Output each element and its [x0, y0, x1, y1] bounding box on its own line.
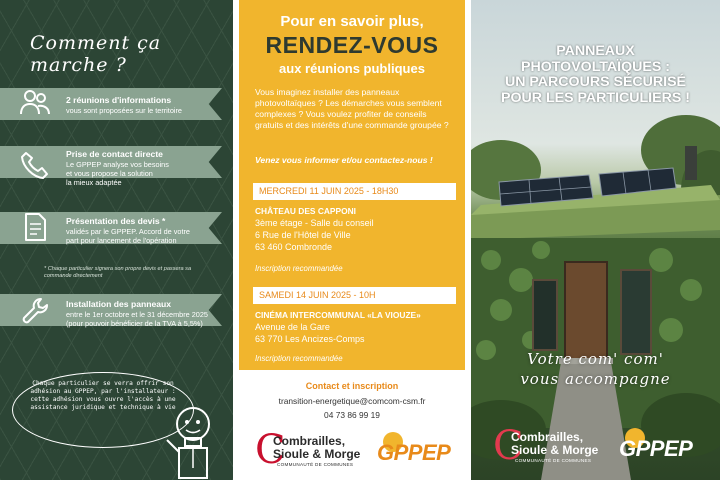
right-title	[471, 44, 720, 106]
right-title-line-2: PHOTOVOLTAÏQUES :	[521, 58, 670, 75]
middle-panel	[239, 0, 465, 480]
combrailles-logo-c-icon: C	[255, 427, 286, 473]
step-3-title	[66, 216, 165, 226]
meeting-1-line-1: 3ème étage - Salle du conseil	[255, 218, 374, 228]
meeting-2-place: CINÉMA INTERCOMMUNAL «LA VIOUZE»	[255, 310, 421, 320]
right-title-line-4: POUR LES PARTICULIERS !	[501, 89, 690, 106]
step-3-line-1: validés par le GPPEP. Accord de votre	[66, 227, 190, 236]
intro-text: Vous imaginez installer des panneaux photovoltaïques ? Les démarches vous semblent complexes ? Vous voulez profiter de conseils gratuits et des intérêts d'une commande groupée ?	[255, 87, 449, 130]
step-3-asterisk: *	[162, 216, 166, 226]
meeting-2-date: SAMEDI 14 JUIN 2025 - 10H	[253, 287, 456, 304]
meeting-1-note: Inscription recommandée	[255, 264, 343, 273]
people-icon	[18, 86, 52, 120]
right-panel	[471, 0, 720, 480]
right-title-line-1: PANNEAUX	[556, 43, 635, 59]
phone-icon	[18, 148, 52, 182]
heading-rendez-vous: RENDEZ-VOUS	[265, 32, 439, 58]
step-2-line-3: la mieux adaptée	[66, 178, 122, 187]
contact-title: Contact et inscription	[305, 381, 399, 391]
combrailles-logo-right-line-3: COMMUNAUTÉ DE COMMUNES	[515, 458, 592, 463]
step-3-title-text: Présentation des devis	[66, 216, 160, 226]
meeting-1-line-2: 6 Rue de l'Hôtel de Ville	[255, 230, 351, 240]
gppep-logo	[377, 432, 459, 470]
combrailles-logo-right	[493, 423, 613, 469]
wrench-icon	[18, 294, 52, 328]
step-4-title: Installation des panneaux	[66, 299, 172, 309]
step-2-line-2: et vous propose la solution	[66, 169, 153, 178]
combrailles-logo-right-line-1: Combrailles,	[511, 430, 584, 444]
meeting-1-place: CHÂTEAU DES CAPPONI	[255, 206, 356, 216]
lightbulb-character-icon	[165, 402, 225, 480]
combrailles-logo-line-1: Combrailles,	[273, 434, 346, 448]
tagline-line-2: vous accompagne	[520, 370, 671, 388]
combrailles-logo-right-line-2: Sioule & Morge	[511, 443, 599, 457]
right-title-line-3: UN PARCOURS SÉCURISÉ	[504, 74, 687, 90]
gppep-logo-text: GPPEP	[377, 440, 451, 465]
tagline-line-1: Votre com' com'	[527, 350, 664, 368]
step-4-line-2: (pour pouvoir bénéficier de la TVA à 5,5%)	[66, 319, 203, 328]
contact-email[interactable]: transition-energetique@comcom-csm.fr	[278, 396, 426, 406]
heading-reunions: aux réunions publiques	[279, 61, 425, 76]
gppep-logo-right-text: GPPEP	[619, 436, 693, 461]
document-icon	[18, 210, 52, 244]
combrailles-logo	[255, 427, 375, 473]
contact-phone[interactable]: 04 73 86 99 19	[324, 410, 380, 420]
meeting-2-note: Inscription recommandée	[255, 354, 343, 363]
step-4-line-1: entre le 1er octobre et le 31 décembre 2025	[66, 310, 208, 319]
step-2-title: Prise de contact directe	[66, 149, 163, 159]
combrailles-logo-right-c-icon: C	[493, 423, 524, 469]
meeting-1-line-3: 63 460 Combronde	[255, 242, 333, 252]
meeting-1-date: MERCREDI 11 JUIN 2025 - 18H30	[253, 183, 456, 200]
step-3-line-2: part pour lancement de l'opération	[66, 236, 177, 245]
step-2-line-1: Le GPPEP analyse vos besoins	[66, 160, 169, 169]
step-1-line-1: vous sont proposées sur le territoire	[66, 106, 182, 115]
gppep-logo-right	[619, 428, 701, 466]
bubble-text: Chaque particulier se verra offrir son adhésion au GPPEP, par l'installateur : cette adhésion vous ouvre l'accès à une assistance juridique et technique à vie	[30, 380, 176, 411]
combrailles-logo-line-2: Sioule & Morge	[273, 447, 361, 461]
cta-text: Venez vous informer et/ou contactez-nous !	[255, 155, 433, 165]
combrailles-logo-line-3: COMMUNAUTÉ DE COMMUNES	[277, 462, 354, 467]
left-panel	[0, 0, 233, 480]
meeting-2-line-1: Avenue de la Gare	[255, 322, 330, 332]
step-1-title: 2 réunions d'informations	[66, 95, 172, 105]
heading-pour-en-savoir: Pour en savoir plus,	[280, 13, 424, 30]
meeting-2-line-2: 63 770 Les Ancizes-Comps	[255, 334, 365, 344]
left-title: Comment ça marche ?	[30, 32, 162, 76]
devis-note: * Chaque particulier signera son propre devis et passera sa commande directement	[44, 266, 192, 279]
